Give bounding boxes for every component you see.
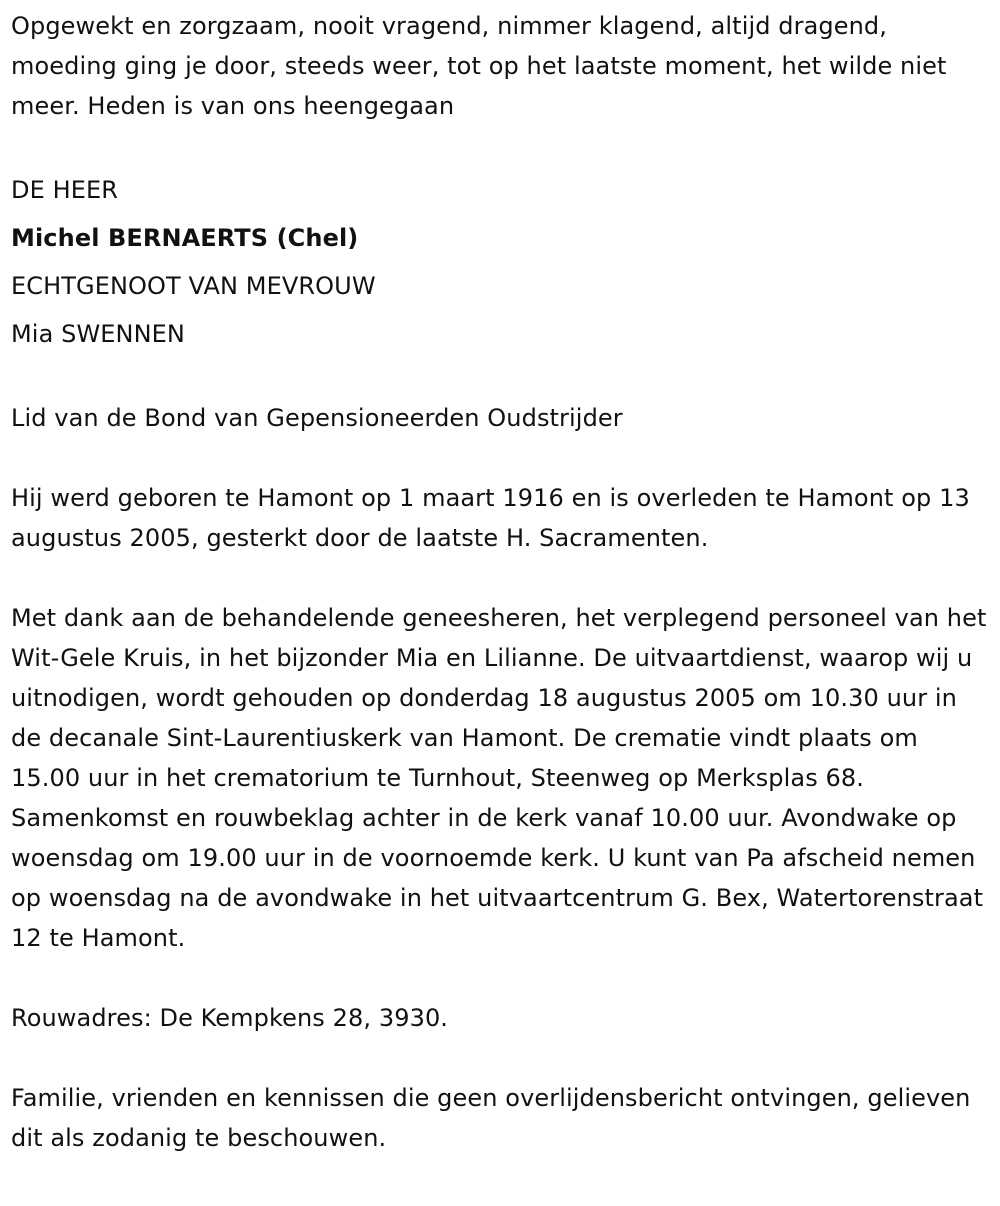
relation-line: ECHTGENOOT VAN MEVROUW <box>11 272 376 300</box>
spouse-name: Mia SWENNEN <box>11 320 185 348</box>
membership-paragraph: Lid van de Bond van Gepensioneerden Oudstrijder <box>11 404 623 432</box>
obituary-text <box>11 6 989 1158</box>
service-paragraph: Met dank aan de behandelende geneesheren, het verplegend personeel van het Wit-Gele Kruis, in het bijzonder Mia en Lilianne. De uitvaartdienst, waarop wij u uitnodigen, wordt gehouden op donderdag 18 augustus 2005 om 10.30 uur in de decanale Sint-Laurentiuskerk van Hamont. De crematie vindt plaats om 15.00 uur in het crematorium te Turnhout, Steenweg op Merksplas 68. Samenkomst en rouwbeklag achter in de kerk vanaf 10.00 uur. Avondwake op woensdag om 19.00 uur in de voornoemde kerk. U kunt van Pa afscheid nemen op woensdag na de avondwake in het uitvaartcentrum G. Bex, Watertorenstraat 12 te Hamont. <box>11 604 987 952</box>
birth-death-paragraph: Hij werd geboren te Hamont op 1 maart 1916 en is overleden te Hamont op 13 augustus 2005, gesterkt door de laatste H. Sacramenten. <box>11 484 970 552</box>
title-line: DE HEER <box>11 176 119 204</box>
name-block <box>11 166 989 358</box>
address-paragraph: Rouwadres: De Kempkens 28, 3930. <box>11 1004 449 1032</box>
deceased-name: Michel BERNAERTS (Chel) <box>11 224 359 252</box>
intro-paragraph: Opgewekt en zorgzaam, nooit vragend, nimmer klagend, altijd dragend, moeding ging je door, steeds weer, tot op het laatste moment, het wilde niet meer. Heden is van ons heengegaan <box>11 12 947 120</box>
closing-paragraph: Familie, vrienden en kennissen die geen overlijdensbericht ontvingen, gelieven dit als zodanig te beschouwen. <box>11 1084 971 1152</box>
